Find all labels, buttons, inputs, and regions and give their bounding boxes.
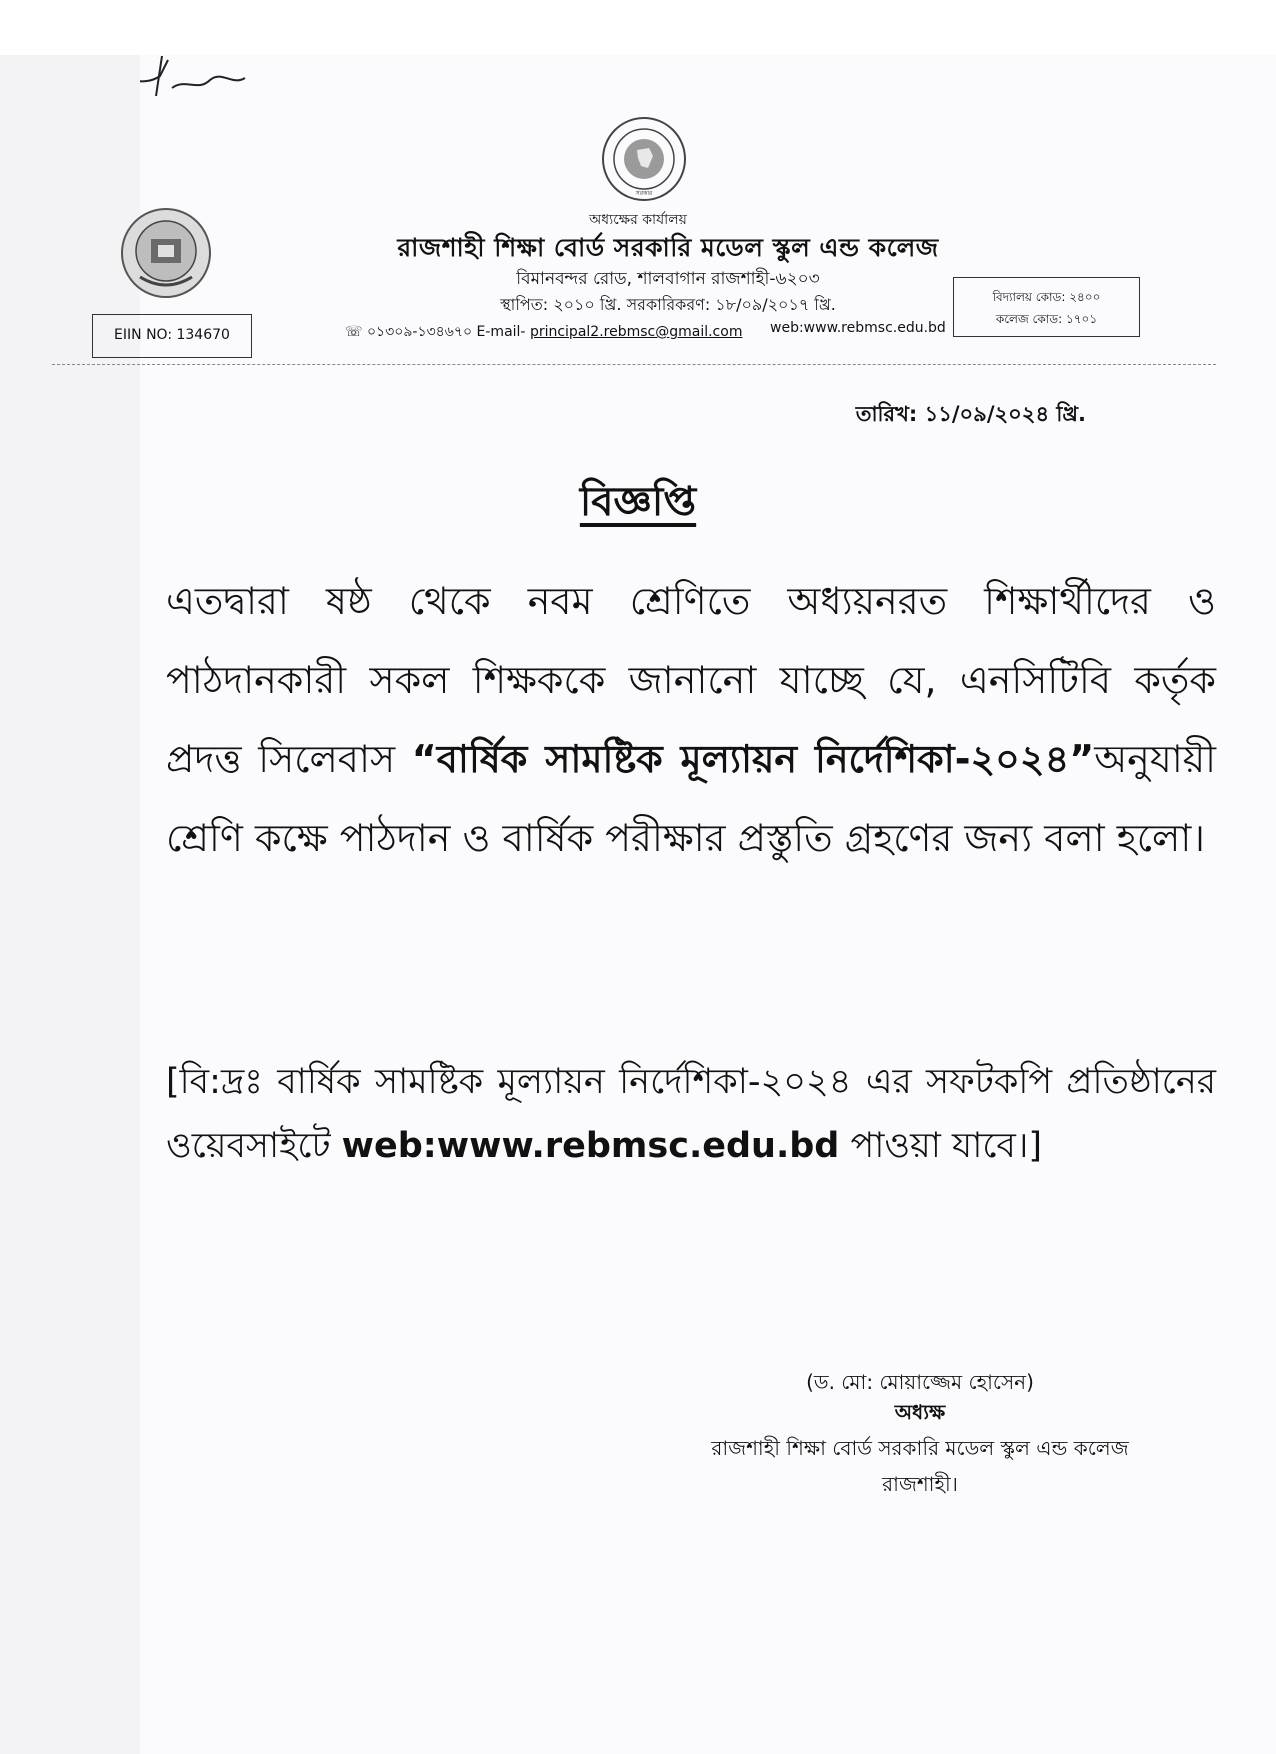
eiin-box: EIIN NO: 134670: [92, 314, 252, 358]
signatory-designation: অধ্যক্ষ: [894, 1400, 946, 1424]
email-label: E-mail-: [476, 324, 526, 340]
notice-body: [166, 562, 1216, 878]
signatory-city: রাজশাহী।: [882, 1472, 958, 1496]
note-website-link[interactable]: web:www.rebmsc.edu.bd: [341, 1126, 840, 1166]
school-code: বিদ্যালয় কোড: ২৪০০: [992, 290, 1101, 304]
college-code: কলেজ কোড: ১৭০১: [995, 312, 1098, 326]
established-info: স্থাপিত: ২০১০ খ্রি. সরকারিকরণ: ১৮/০৯/২০১৭ খ্রি.: [500, 295, 836, 314]
email-link[interactable]: principal2.rebmsc@gmail.com: [529, 324, 743, 340]
header-divider: [52, 364, 1216, 365]
school-address: বিমানবন্দর রোড, শালবাগান রাজশাহী-৬২০৩: [516, 269, 820, 289]
school-name-heading: রাজশাহী শিক্ষা বোর্ড সরকারি মডেল স্কুল এন্ড কলেজ: [397, 233, 939, 262]
contact-line: [345, 320, 742, 344]
office-label: অধ্যক্ষের কার্যালয়: [589, 212, 687, 228]
note-part1: [বি:দ্রঃ বার্ষিক সামষ্টিক মূল্যায়ন নির্দেশিকা-২০২৪ এর সফটকপি প্রতিষ্ঠানের ওয়েবসাইটে: [166, 1062, 1216, 1166]
scan-top-margin: [0, 0, 1276, 55]
notice-body-part2: অনুযায়ী শ্রেণি কক্ষে পাঠদান ও বার্ষিক পরীক্ষার প্রস্তুতি গ্রহণের জন্য বলা হলো।: [166, 737, 1216, 860]
notice-body-highlight: “বার্ষিক সামষ্টিক মূল্যায়ন নির্দেশিকা-২০২৪”: [411, 737, 1095, 781]
signatory-name: (ড. মো: মোয়াজ্জেম হোসেন): [806, 1370, 1034, 1394]
notice-date: তারিখ: ১১/০৯/২০২৪ খ্রি.: [855, 402, 1086, 426]
notice-body-part1: এতদ্বারা ষষ্ঠ থেকে নবম শ্রেণিতে অধ্যয়নরত শিক্ষার্থীদের ও পাঠদানকারী সকল শিক্ষককে জানানো যাচ্ছে যে, এনসিটিবি কর্তৃক প্রদত্ত সিলেবাস: [166, 579, 1216, 781]
svg-text:সরকার: সরকার: [635, 190, 653, 197]
notice-title-text: বিজ্ঞপ্তি: [579, 479, 697, 525]
phone-number: ☏ ০১৩০৯-১৩৪৬৭০: [345, 324, 473, 340]
institution-code-box: [953, 277, 1140, 337]
government-emblem-icon: [601, 116, 687, 202]
website-link[interactable]: web:www.rebmsc.edu.bd: [770, 320, 946, 336]
note-part2: পাওয়া যাবে।]: [839, 1126, 1043, 1166]
notice-title: [0, 470, 1276, 537]
notice-note: [166, 1050, 1216, 1178]
signatory-school: রাজশাহী শিক্ষা বোর্ড সরকারি মডেল স্কুল এন্ড কলেজ: [711, 1436, 1129, 1460]
